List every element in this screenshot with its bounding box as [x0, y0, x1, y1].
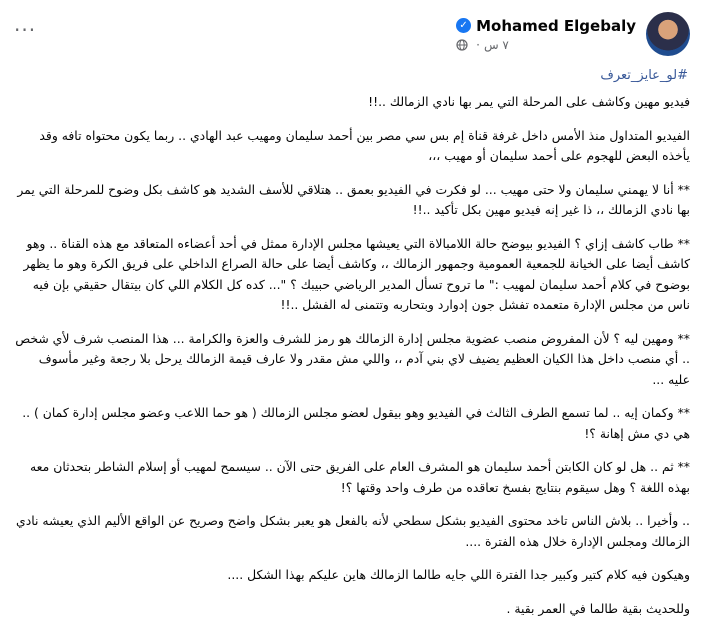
post-paragraph: ** وكمان إيه .. لما تسمع الطرف الثالث في الفيديو وهو بيقول لعضو مجلس الزمالك ( هو حما اللاعب وعضو مجلس إدارة كمان ) .. هي دي مش إهانة ؟! [22, 405, 690, 441]
post-body [14, 92, 690, 632]
post-paragraph: الفيديو المتداول منذ الأمس داخل غرفة قناة إم بس سي مصر بين أحمد سليمان ومهيب عبد الهادي .. ربما يكون محتواه تافه وقد يأخذه البعض للهجوم على أحمد سليمان أو مهيب ،،، [39, 127, 690, 163]
post-header [14, 10, 690, 58]
post-paragraph: ** ومهين ليه ؟ لأن المفروض منصب عضوية مجلس إدارة الزمالك هو رمز للشرف والعزة والكرامة ... هذا المنصب شرف لأي شخص .. أي منصب داخل هذا الكيان العظيم يضيف لاي بني آدم ،، واللي مش مقدر ولا عارف قيمة الزمالك يرحل بلا رجعة وغير مأسوف عليه ... [15, 330, 690, 387]
meta-separator: · [476, 37, 480, 52]
post-paragraph: ** أنا لا يهمني سليمان ولا حتى مهيب ... لو فكرت في الفيديو بعمق .. هتلاقي للأسف الشديد هو كاشف بكل وضوح للمرحلة التي يمر بها نادي الزمالك ،، ذا غير إنه فيديو مهين بكل تأكيد ..!! [17, 181, 690, 217]
post-paragraph: .. وأخيرا .. بلاش الناس تاخد محتوى الفيديو بشكل سطحي لأنه بالفعل هو يعبر بشكل واضح وصريح عن الواقع الأليم الذي يعيشه نادي الزمالك ومجلس الإدارة خلال هذه الفترة .... [16, 513, 690, 549]
author-name[interactable]: Mohamed Elgebaly [476, 16, 636, 35]
author-meta [456, 17, 636, 52]
post-paragraph: وهيكون فيه كلام كتير وكبير جدا الفترة اللي جايه طالما الزمالك هاين عليكم بهذا الشكل .... [227, 567, 690, 582]
post-paragraph: وللحديث بقية طالما في العمر بقية . [506, 600, 690, 616]
more-options-icon[interactable]: ··· [14, 18, 37, 42]
hashtag-link[interactable]: #لو_عايز_تعرف [600, 68, 688, 83]
post-timestamp[interactable]: ٧ س [483, 37, 509, 52]
post-time-row [456, 38, 509, 52]
post-paragraph: ** ثم .. هل لو كان الكابتن أحمد سليمان هو المشرف العام على الفريق حتى الآن .. سيسمح لمهيب أو إسلام الشاطر بتحدثان معه بهذه اللغة ؟ وهل سيقوم بنتايج بفسخ تعاقده من طرف واحد وقتها ؟! [30, 459, 690, 495]
verified-badge-icon: ✓ [456, 18, 471, 33]
globe-icon [456, 39, 468, 51]
post-paragraph: فيديو مهين وكاشف على المرحلة التي يمر بها نادي الزمالك ..!! [368, 94, 690, 109]
post-paragraph: ** طاب كاشف إزاي ؟ الفيديو بيوضح حالة اللامبالاة التي يعيشها مجلس الإدارة ممثل في أحد أعضاءه المتعاقد مع هذه القناة .. وهو كاشف أيضا على الخيانة للجمعية العمومية وجمهور الزمالك ،، وكاشف أيضا على حالة الصراع الداخلي على فريق الكرة وهو ما يظهر بوضوح في كلام أحمد سليمان لمهيب :" ما تروح تسأل المدير الرياضي حبيبك ؟ "... كده كل الكلام اللي كان بيتقال حقيقي بإن فيه ناس من مجلس الإدارة متعمده تفشل جون إدوارد وبتحاربه وتتمنى له الفشل ..!! [23, 235, 690, 312]
author-name-row [456, 17, 636, 35]
author-avatar[interactable] [646, 12, 690, 56]
